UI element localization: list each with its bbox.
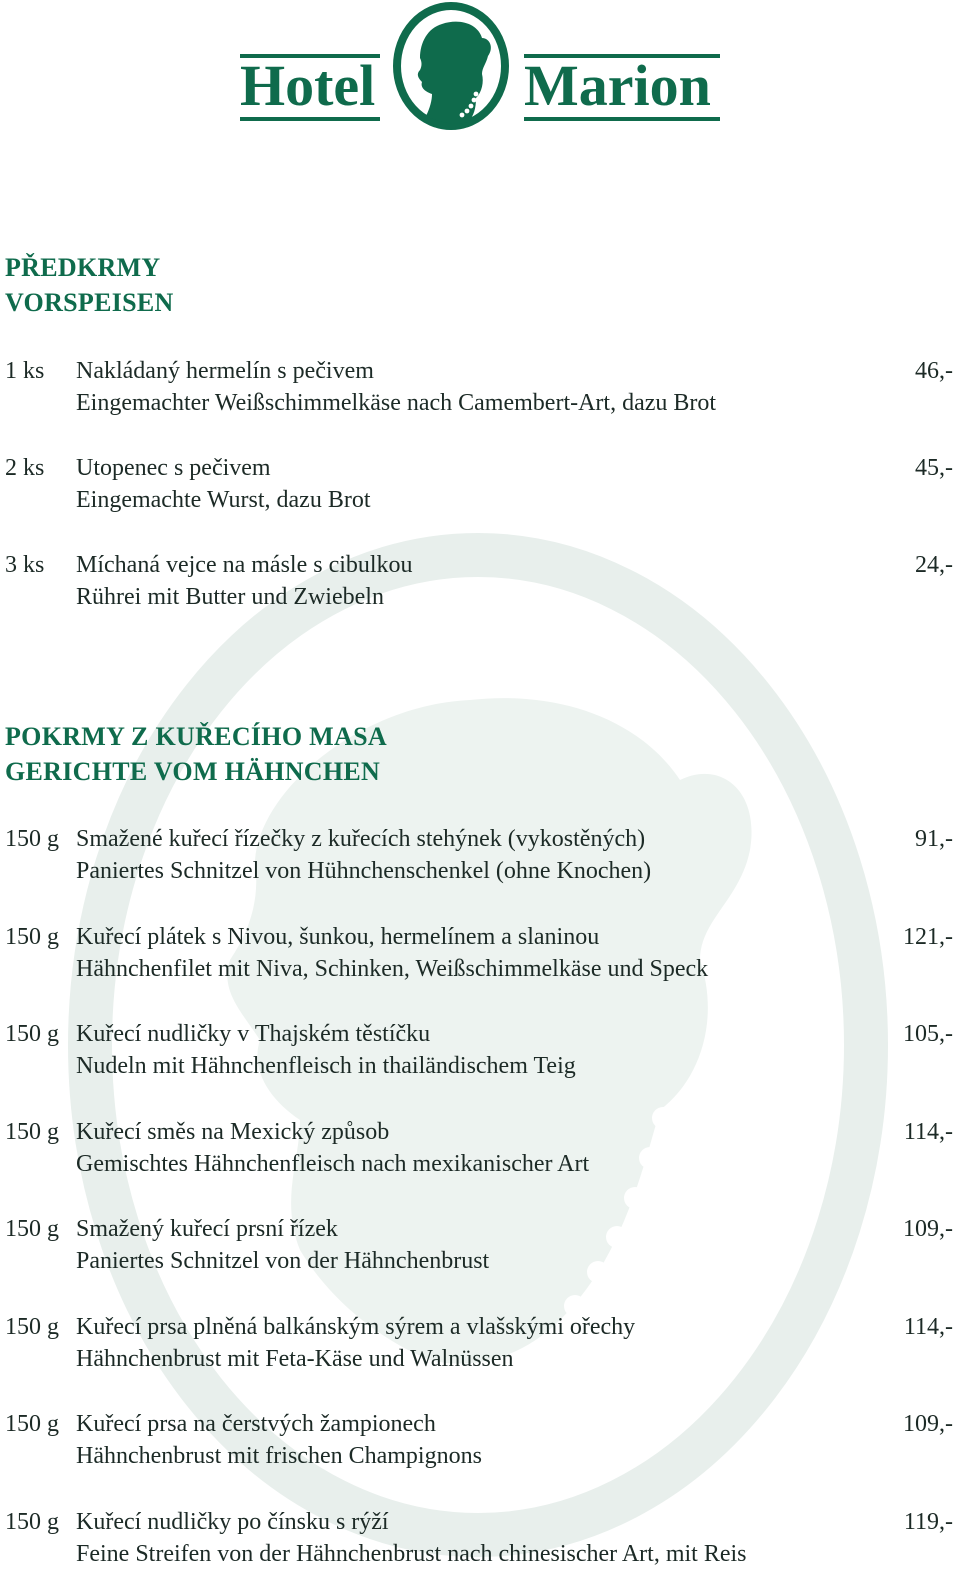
item-name-cz: Kuřecí nudličky v Thajském těstíčku [76, 1021, 431, 1047]
item-price: 121,- [903, 924, 953, 950]
item-name-cz: Kuřecí směs na Mexický způsob [76, 1119, 390, 1145]
item-name-de: Paniertes Schnitzel von Hühnchenschenkel (ohne Knochen) [76, 858, 652, 884]
menu-item [5, 1116, 953, 1182]
menu-item [5, 1408, 953, 1474]
section-title-cz: POKRMY Z KUŘECÍHO MASA [5, 722, 387, 751]
section-starters [5, 250, 955, 320]
item-quantity: 150 g [5, 826, 59, 852]
item-quantity: 2 ks [5, 455, 45, 481]
item-name-cz: Smažený kuřecí prsní řízek [76, 1216, 338, 1242]
section-title-de: GERICHTE VOM HÄHNCHEN [5, 757, 381, 786]
item-quantity: 150 g [5, 1119, 59, 1145]
item-quantity: 3 ks [5, 552, 45, 578]
menu-item [5, 452, 953, 518]
item-name-de: Gemischtes Hähnchenfleisch nach mexikanischer Art [76, 1151, 590, 1177]
item-quantity: 150 g [5, 924, 59, 950]
item-price: 24,- [915, 552, 953, 578]
item-name-cz: Kuřecí prsa na čerstvých žampionech [76, 1411, 436, 1437]
item-price: 109,- [903, 1411, 953, 1437]
menu-item [5, 355, 953, 421]
item-name-de: Paniertes Schnitzel von der Hähnchenbrust [76, 1248, 490, 1274]
item-name-de: Hähnchenbrust mit frischen Champignons [76, 1443, 482, 1469]
item-name-cz: Kuřecí nudličky po čínsku s rýží [76, 1509, 389, 1535]
item-price: 105,- [903, 1021, 953, 1047]
logo-word-marion: Marion [524, 53, 711, 118]
item-name-cz: Míchaná vejce na másle s cibulkou [76, 552, 413, 578]
item-quantity: 150 g [5, 1314, 59, 1340]
item-name-cz: Kuřecí plátek s Nivou, šunkou, hermelínem a slaninou [76, 924, 600, 950]
cameo-portrait-icon [390, 2, 512, 132]
section-title-cz: PŘEDKRMY [5, 253, 161, 282]
item-price: 114,- [903, 1314, 953, 1340]
item-name-de: Hähnchenfilet mit Niva, Schinken, Weißschimmelkäse und Speck [76, 956, 709, 982]
menu-item [5, 823, 953, 889]
item-name-de: Nudeln mit Hähnchenfleisch in thailändischem Teig [76, 1053, 576, 1079]
item-quantity: 150 g [5, 1216, 59, 1242]
item-name-de: Rührei mit Butter und Zwiebeln [76, 584, 384, 610]
item-name-cz: Kuřecí prsa plněná balkánským sýrem a vlašskými ořechy [76, 1314, 636, 1340]
item-price: 119,- [903, 1509, 953, 1535]
item-quantity: 150 g [5, 1411, 59, 1437]
item-quantity: 150 g [5, 1021, 59, 1047]
item-price: 109,- [903, 1216, 953, 1242]
item-price: 45,- [915, 455, 953, 481]
item-name-cz: Utopenec s pečivem [76, 455, 271, 481]
hotel-logo [240, 0, 720, 135]
item-name-de: Eingemachter Weißschimmelkäse nach Camembert-Art, dazu Brot [76, 390, 717, 416]
item-price: 91,- [915, 826, 953, 852]
item-price: 114,- [903, 1119, 953, 1145]
menu-item [5, 1506, 953, 1572]
section-title-de: VORSPEISEN [5, 288, 174, 317]
menu-item [5, 1311, 953, 1377]
menu-item [5, 921, 953, 987]
item-name-cz: Smažené kuřecí řízečky z kuřecích stehýnek (vykostěných) [76, 826, 646, 852]
menu-item [5, 549, 953, 615]
item-price: 46,- [915, 358, 953, 384]
menu-item [5, 1213, 953, 1279]
item-quantity: 150 g [5, 1509, 59, 1535]
logo-word-hotel: Hotel [240, 53, 376, 118]
section-chicken [5, 719, 955, 789]
item-name-de: Eingemachte Wurst, dazu Brot [76, 487, 371, 513]
item-name-de: Feine Streifen von der Hähnchenbrust nach chinesischer Art, mit Reis [76, 1541, 747, 1567]
menu-item [5, 1018, 953, 1084]
item-name-de: Hähnchenbrust mit Feta-Käse und Walnüssen [76, 1346, 514, 1372]
item-quantity: 1 ks [5, 358, 45, 384]
item-name-cz: Nakládaný hermelín s pečivem [76, 358, 374, 384]
